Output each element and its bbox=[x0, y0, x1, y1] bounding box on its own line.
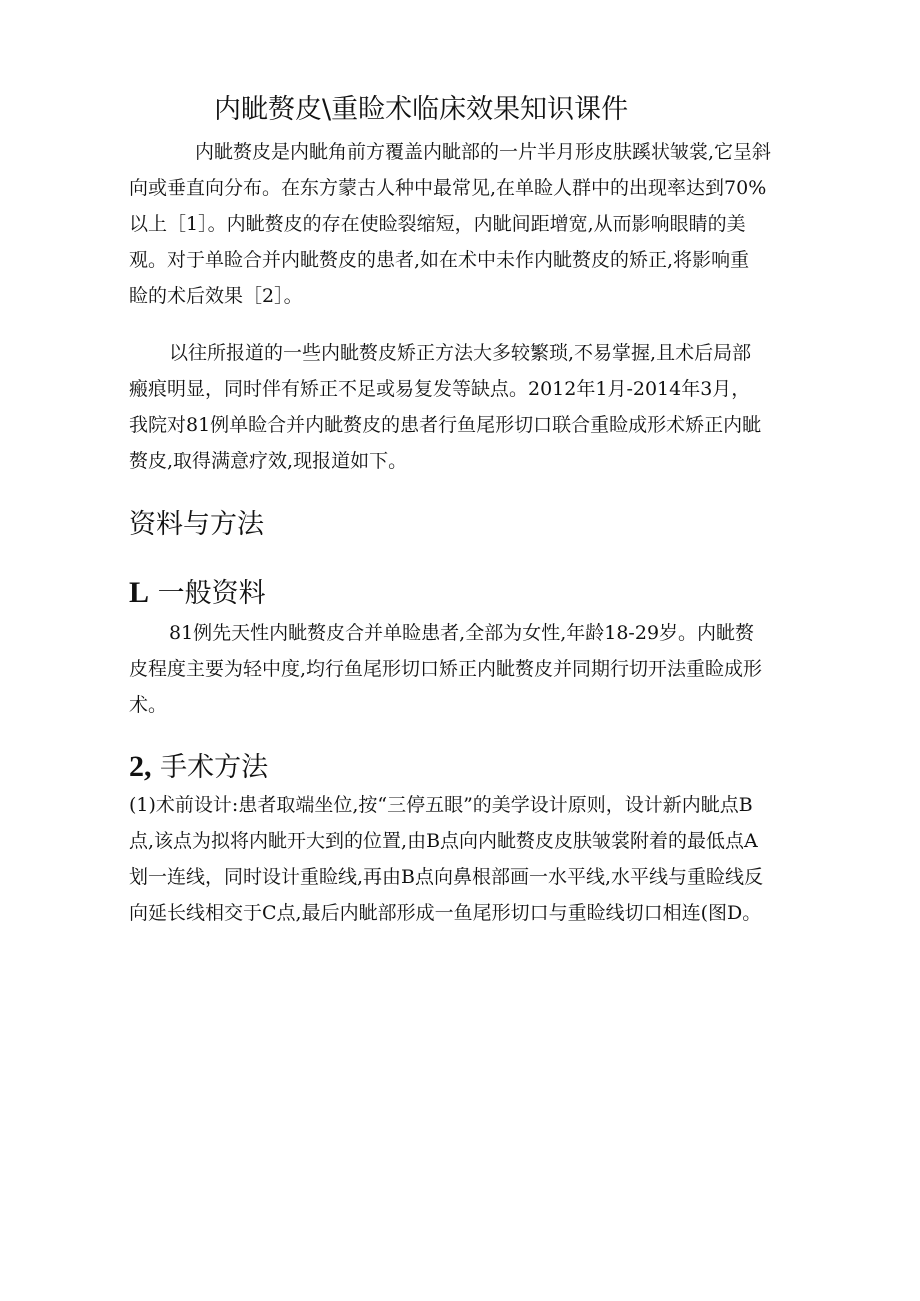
subsection-heading-surgery bbox=[129, 747, 268, 788]
surgery-line: 划一连线，同时设计重睑线,再由B点向鼻根部画一水平线,水平线与重睑线反 bbox=[129, 866, 764, 888]
subsection-title: 一般资料 bbox=[157, 578, 266, 609]
intro-line: 睑的术后效果［2］。 bbox=[129, 285, 303, 307]
subsection-number: 2, bbox=[129, 750, 152, 783]
general-line: 81例先天性内眦赘皮合并单睑患者,全部为女性,年龄18-29岁。内眦赘 bbox=[169, 622, 755, 644]
surgery-line: (1)术前设计:患者取端坐位,按“三停五眼”的美学设计原则，设计新内眦点B bbox=[129, 794, 753, 816]
background-line: 以往所报道的一些内眦赘皮矫正方法大多较繁琐,不易掌握,且术后局部 bbox=[169, 342, 752, 364]
surgery-line: 向延长线相交于C点,最后内眦部形成一鱼尾形切口与重睑线切口相连(图D。 bbox=[129, 902, 762, 924]
surgery-line: 点,该点为拟将内眦开大到的位置,由B点向内眦赘皮皮肤皱裳附着的最低点A bbox=[129, 830, 758, 852]
surgery-paragraph bbox=[129, 787, 819, 931]
intro-paragraph bbox=[129, 134, 819, 314]
subsection-title: 手术方法 bbox=[160, 752, 269, 783]
background-paragraph bbox=[129, 335, 819, 479]
section-heading-materials: 资料与方法 bbox=[129, 509, 264, 540]
subsection-number: L bbox=[129, 576, 150, 609]
general-line: 术。 bbox=[129, 694, 168, 716]
background-line: 瘢痕明显，同时伴有矫正不足或易复发等缺点。2012年1月-2014年3月， bbox=[129, 378, 751, 400]
intro-line: 以上［1］。内眦赘皮的存在使睑裂缩短，内眦间距增宽,从而影响眼睛的美 bbox=[129, 213, 746, 235]
intro-line: 内眦赘皮是内眦角前方覆盖内眦部的一片半月形皮肤蹊状皱裳,它呈斜 bbox=[195, 141, 772, 163]
intro-line: 向或垂直向分布。在东方蒙古人种中最常见,在单睑人群中的出现率达到70% bbox=[129, 177, 767, 199]
document-title: 内眦赘皮\重睑术临床效果知识课件 bbox=[214, 94, 629, 125]
background-line: 我院对81例单睑合并内眦赘皮的患者行鱼尾形切口联合重睑成形术矫正内眦 bbox=[129, 414, 762, 436]
intro-line: 观。对于单睑合并内眦赘皮的患者,如在术中未作内眦赘皮的矫正,将影响重 bbox=[129, 249, 750, 271]
general-line: 皮程度主要为轻中度,均行鱼尾形切口矫正内眦赘皮并同期行切开法重睑成形 bbox=[129, 658, 763, 680]
background-line: 赘皮,取得满意疗效,现报道如下。 bbox=[129, 450, 408, 472]
general-paragraph bbox=[129, 615, 819, 723]
subsection-heading-general bbox=[129, 573, 266, 614]
